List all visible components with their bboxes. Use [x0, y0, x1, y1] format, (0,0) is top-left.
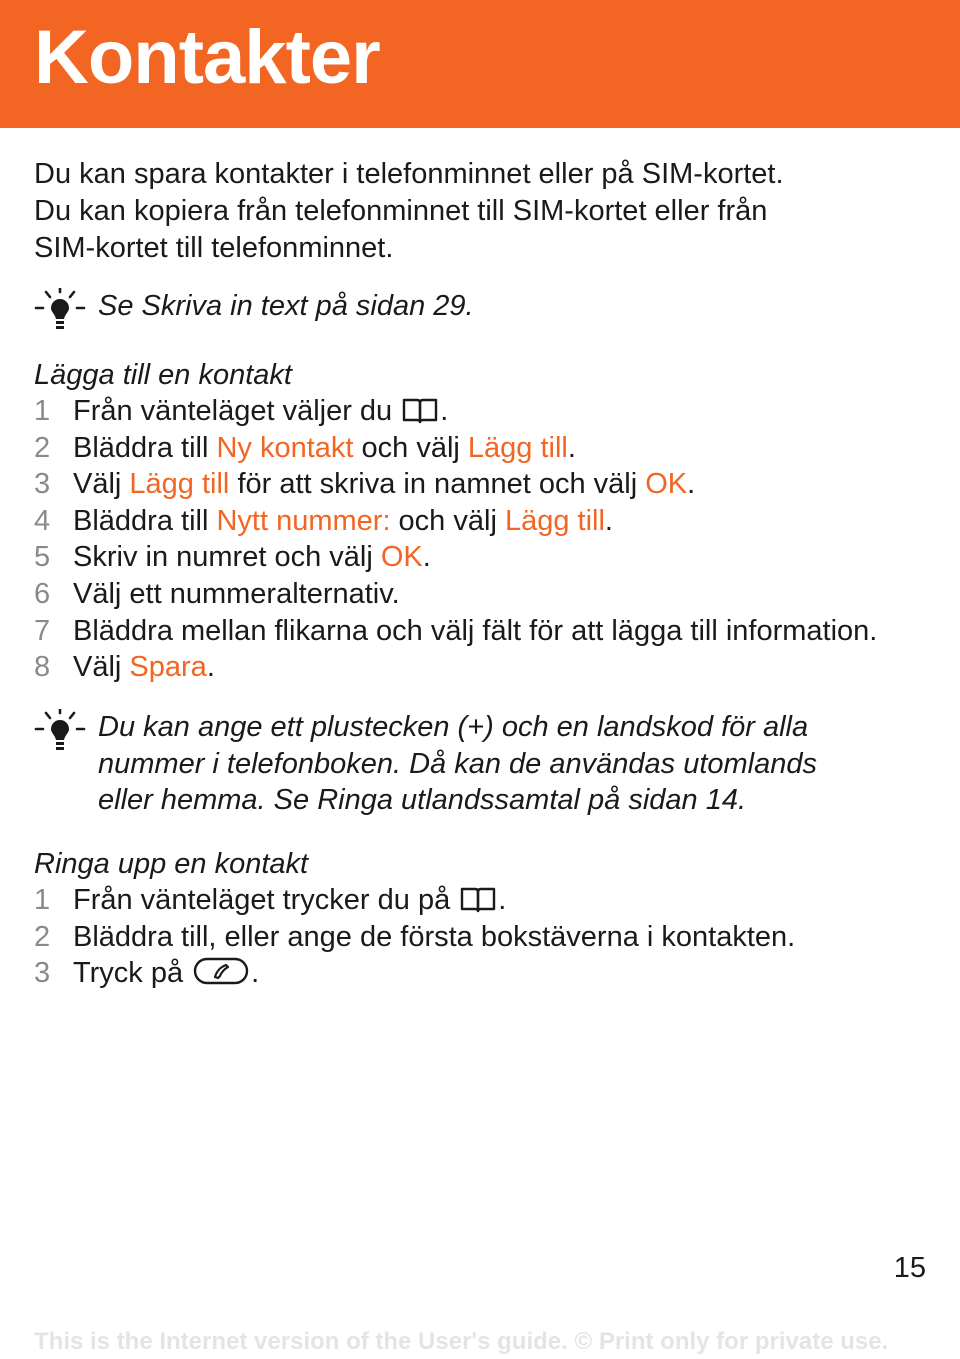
intro-line: SIM-kortet till telefonminnet. [34, 232, 394, 264]
step-text: Tryck på . [73, 957, 260, 990]
step-text: Bläddra till, eller ange de första bokstäverna i kontakten. [73, 920, 796, 953]
list-item [34, 539, 934, 576]
step-text: Bläddra mellan flikarna och välj fält för att lägga till information. [73, 614, 878, 647]
intro-line: Du kan spara kontakter i telefonminnet eller på SIM-kortet. [34, 158, 784, 190]
step-number: 1 [34, 395, 51, 427]
step-text: Välj Spara. [73, 651, 215, 684]
step-number: 7 [34, 614, 51, 647]
list-item [34, 430, 934, 467]
list-item [34, 649, 934, 686]
step-number: 5 [34, 541, 51, 574]
phonebook-icon [460, 885, 496, 913]
intro-paragraph [34, 156, 934, 267]
call-key-icon [193, 956, 249, 986]
step-number: 2 [34, 920, 51, 953]
step-text: Bläddra till Nytt nummer: och välj Lägg till. [73, 504, 613, 537]
list-item [34, 393, 934, 430]
page-header [0, 0, 960, 128]
section-heading: Lägga till en kontakt [34, 359, 292, 391]
lightbulb-icon [34, 288, 86, 330]
step-text: Bläddra till Ny kontakt och välj Lägg till. [73, 431, 576, 464]
step-number: 4 [34, 504, 51, 537]
list-item [34, 919, 934, 956]
step-text: Skriv in numret och välj OK. [73, 541, 431, 574]
intro-line: Du kan kopiera från telefonminnet till SIM-kortet eller från [34, 195, 768, 227]
footer-notice: This is the Internet version of the User's guide. © Print only for private use. [34, 1328, 889, 1355]
list-item [34, 613, 934, 650]
lightbulb-icon [34, 709, 86, 751]
step-text: Välj Lägg till för att skriva in namnet och välj OK. [73, 468, 696, 501]
list-item [34, 955, 934, 992]
step-number: 3 [34, 468, 51, 501]
step-text: Från vänteläget trycker du på . [73, 884, 507, 916]
step-text: Från vänteläget väljer du . [73, 395, 449, 427]
list-item [34, 466, 934, 503]
list-item [34, 882, 934, 919]
list-item [34, 576, 934, 613]
step-number: 2 [34, 431, 51, 464]
step-number: 6 [34, 577, 51, 610]
step-number: 1 [34, 884, 51, 916]
steps-list [34, 393, 934, 686]
step-number: 8 [34, 651, 51, 684]
tip-line: Du kan ange ett plustecken (+) och en landskod för alla [98, 711, 809, 743]
phonebook-icon [402, 396, 438, 424]
tip-text: Se Skriva in text på sidan 29. [98, 290, 474, 322]
step-text: Välj ett nummeralternativ. [73, 577, 400, 610]
tip-line: eller hemma. Se Ringa utlandssamtal på sidan 14. [98, 784, 747, 816]
step-number: 3 [34, 957, 51, 990]
section-heading: Ringa upp en kontakt [34, 848, 309, 880]
page-number: 15 [893, 1252, 926, 1284]
steps-list [34, 882, 934, 992]
page-title: Kontakter [34, 15, 380, 100]
tip-line: nummer i telefonboken. Då kan de användas utomlands [98, 747, 817, 780]
list-item [34, 503, 934, 540]
